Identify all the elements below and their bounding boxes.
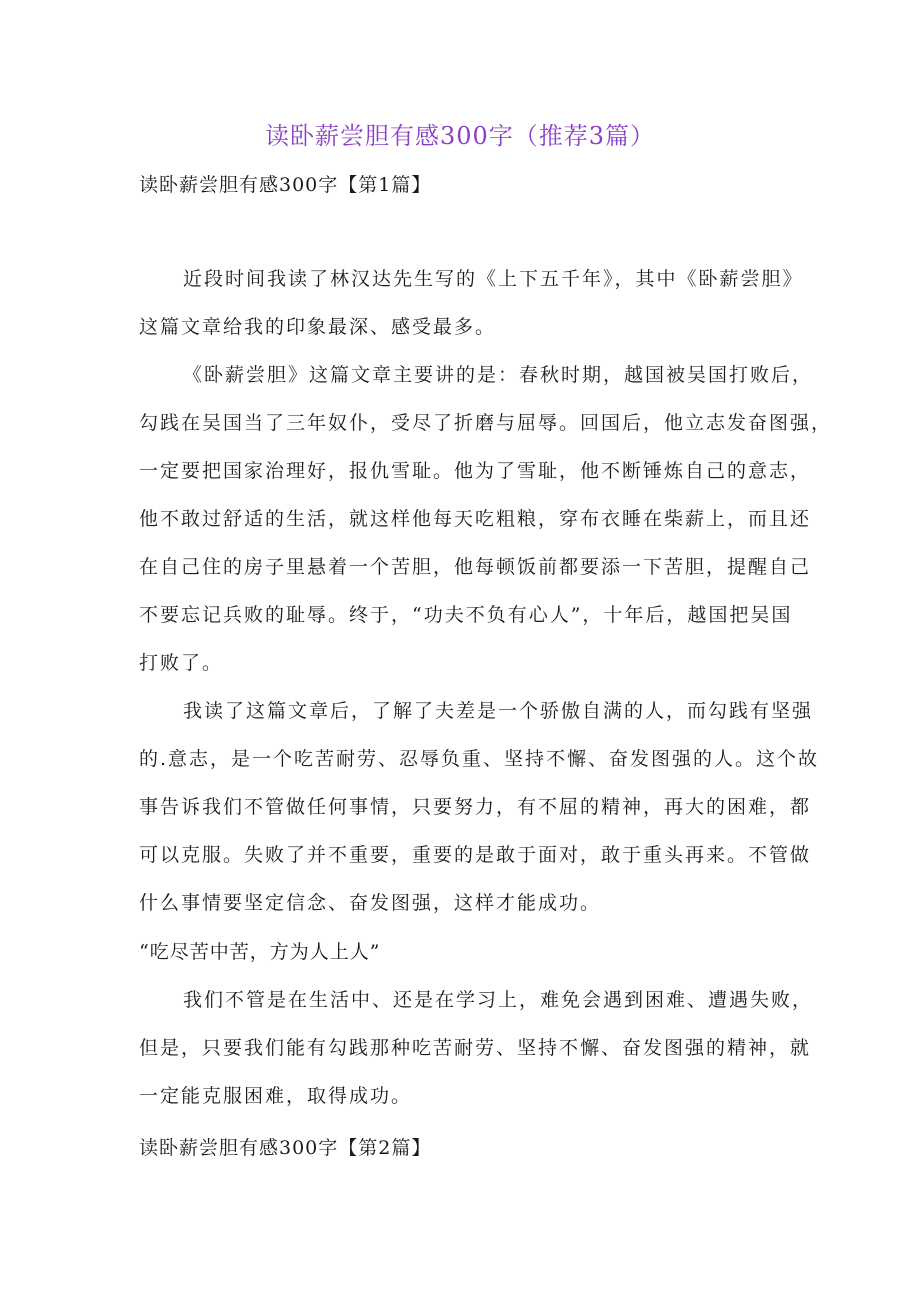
paragraph-line: 近段时间我读了林汉达先生写的《上下五千年》，其中《卧薪尝胆》	[183, 268, 804, 290]
paragraph-line: 我们不管是在生活中、还是在学习上，难免会遇到困难、遭遇失败，	[183, 989, 814, 1011]
paragraph-line: 在自己住的房子里悬着一个苦胆，他每顿饭前都要添一下苦胆，提醒自己	[139, 556, 812, 578]
paragraph-line: 但是，只要我们能有勾践那种吃苦耐劳、坚持不懈、奋发图强的精神，就	[139, 1037, 812, 1059]
paragraph-line: 的.意志，是一个吃苦耐劳、忍辱负重、坚持不懈、奋发图强的人。这个故	[139, 748, 820, 770]
paragraph-line: 不要忘记兵败的耻辱。终于，“功夫不负有心人”，十年后，越国把吴国	[139, 604, 793, 626]
paragraph-line: 《卧薪尝胆》这篇文章主要讲的是：春秋时期，越国被吴国打败后，	[183, 364, 814, 386]
section-heading-2: 读卧薪尝胆有感300字【第2篇】	[139, 1137, 432, 1159]
paragraph-4	[139, 976, 814, 1120]
paragraph-line: 勾践在吴国当了三年奴仆，受尽了折磨与屈辱。回国后，他立志发奋图强，	[139, 412, 833, 434]
paragraph-line: 我读了这篇文章后，了解了夫差是一个骄傲自满的人，而勾践有坚强	[183, 700, 814, 722]
paragraph-3	[139, 687, 820, 927]
paragraph-line: 他不敢过舒适的生活，就这样他每天吃粗粮，穿布衣睡在柴薪上，而且还	[139, 508, 812, 530]
paragraph-line: 可以克服。失败了并不重要，重要的是敢于面对，敢于重头再来。不管做	[139, 844, 812, 866]
paragraph-1	[139, 255, 804, 351]
paragraph-line: 事告诉我们不管做任何事情，只要努力，有不屈的精神，再大的困难，都	[139, 796, 812, 818]
paragraph-line: 一定能克服困难，取得成功。	[139, 1085, 413, 1107]
quote-line: “吃尽苦中苦，方为人上人”	[139, 941, 381, 963]
paragraph-line: 一定要把国家治理好，报仇雪耻。他为了雪耻，他不断锤炼自己的意志，	[139, 460, 812, 482]
document-title: 读卧薪尝胆有感300字（推荐3篇）	[264, 122, 656, 150]
section-heading-1: 读卧薪尝胆有感300字【第1篇】	[139, 174, 432, 196]
paragraph-2	[139, 351, 833, 687]
paragraph-line: 这篇文章给我的印象最深、感受最多。	[139, 316, 497, 338]
paragraph-line: 打败了。	[139, 652, 224, 674]
paragraph-line: 什么事情要坚定信念、奋发图强，这样才能成功。	[139, 892, 602, 914]
